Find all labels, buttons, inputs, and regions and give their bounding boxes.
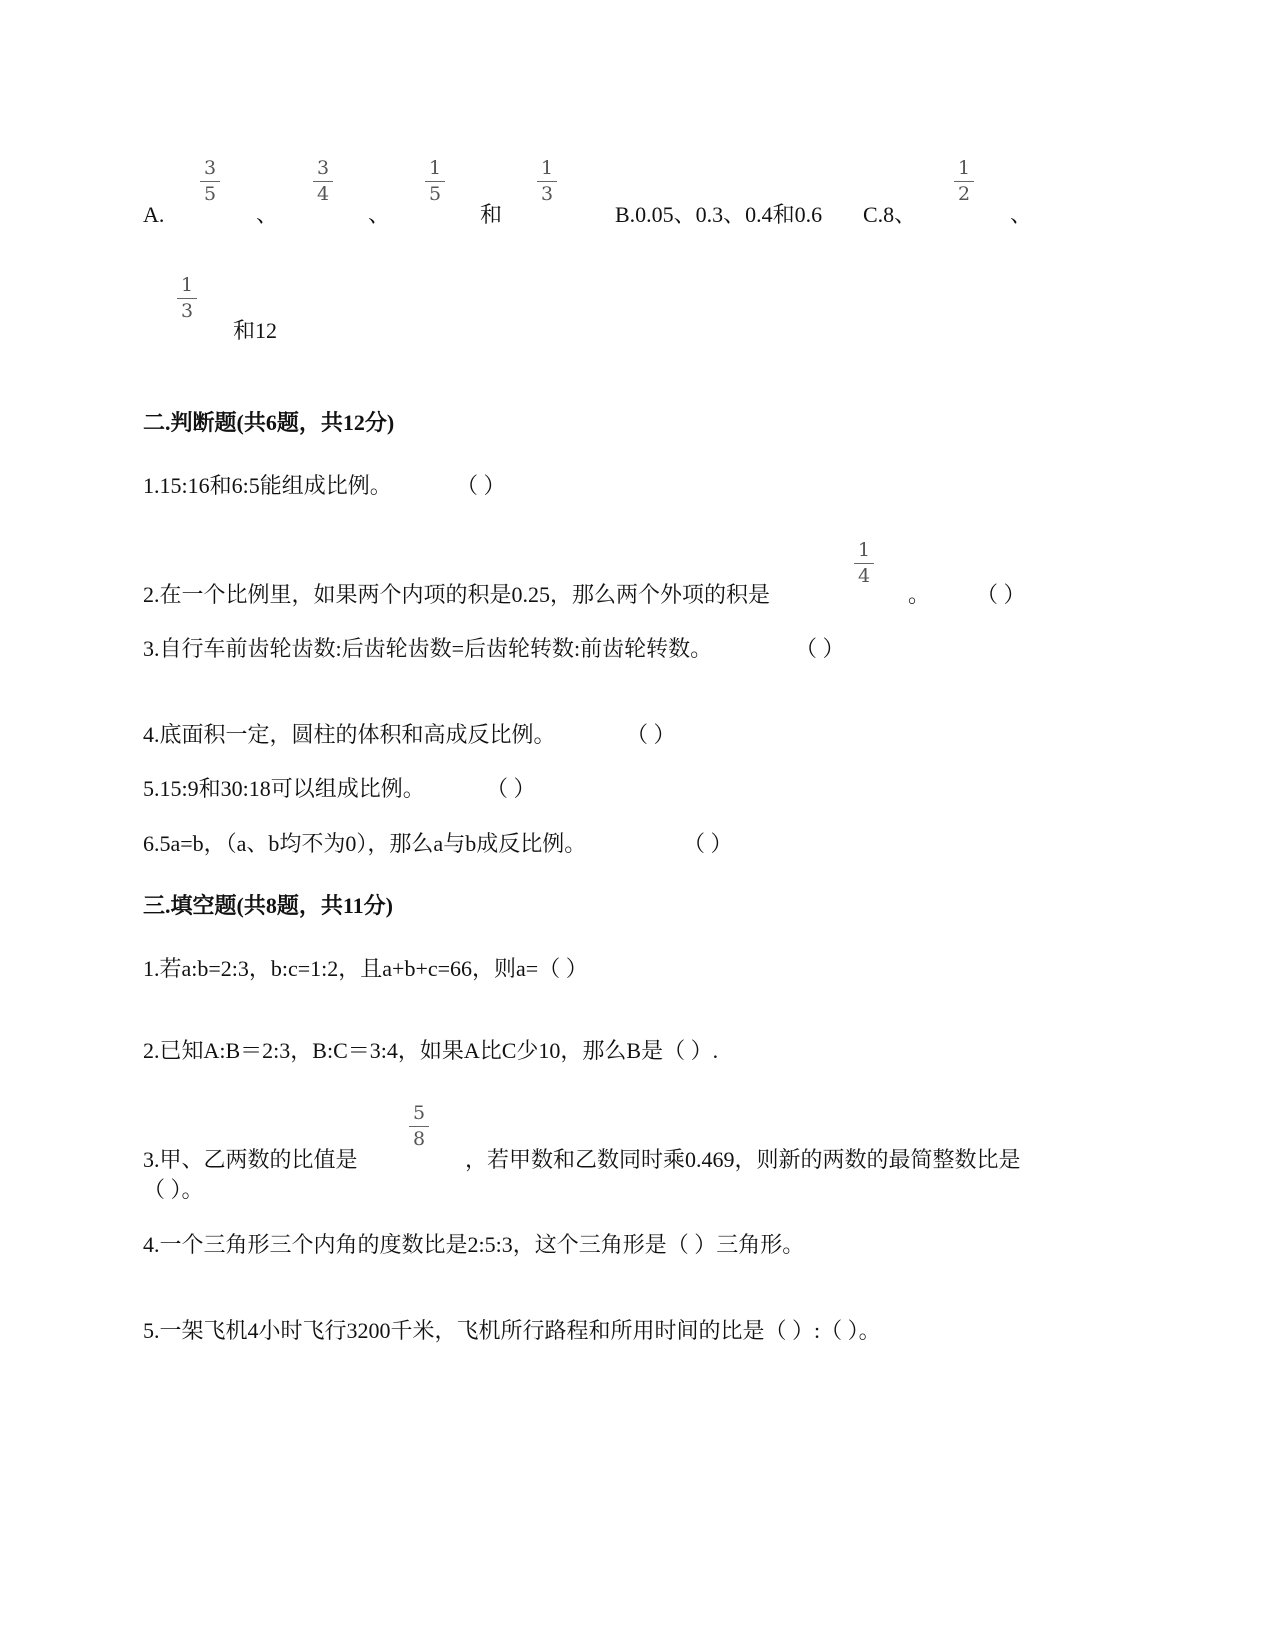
section-title: 三.填空题(共8题，共11分) [143, 893, 393, 918]
question-text: 1.15:16和6:5能组成比例。 [143, 473, 392, 498]
question-text: 2.在一个比例里，如果两个内项的积是0.25，那么两个外项的积是 [143, 582, 771, 607]
fraction: 3 5 [198, 158, 222, 205]
fraction: 1 5 [423, 158, 447, 205]
question-text: 4.一个三角形三个内角的度数比是2:5:3，这个三角形是（ ）三角形。 [143, 1232, 805, 1257]
section-title: 二.判断题(共6题，共12分) [143, 410, 395, 435]
question-text: 5.15:9和30:18可以组成比例。 [143, 776, 425, 801]
fraction: 1 4 [852, 540, 876, 587]
answer-paren: （ ） [976, 582, 1026, 607]
answer-paren: （ ） [795, 636, 845, 661]
choice-c-label: C.8、 [863, 202, 917, 227]
question-text: 3.甲、乙两数的比值是 [143, 1147, 358, 1172]
separator: 、 [1010, 202, 1033, 227]
question-text: 2.已知A:B＝2:3，B:C＝3:4，如果A比C少10，那么B是（ ）. [143, 1038, 719, 1063]
fraction: 1 3 [175, 275, 199, 322]
separator: 、 [256, 202, 279, 227]
answer-paren: （ ） [486, 776, 536, 801]
question-text: 5.一架飞机4小时飞行3200千米，飞机所行路程和所用时间的比是（ ）:（ ）。 [143, 1318, 881, 1343]
fraction: 5 8 [407, 1103, 431, 1150]
choice-b: B.0.05、0.3、0.4和0.6 [615, 202, 823, 227]
question-text: 4.底面积一定，圆柱的体积和高成反比例。 [143, 722, 556, 747]
separator: 、 [368, 202, 391, 227]
answer-paren: （ ） [683, 831, 733, 856]
answer-paren: （ ） [626, 722, 676, 747]
question-tail: ，若甲数和乙数同时乘0.469，则新的两数的最简整数比是 [465, 1147, 1021, 1172]
fraction: 1 3 [535, 158, 559, 205]
answer-paren: （ ）。 [143, 1177, 204, 1202]
fraction: 1 2 [952, 158, 976, 205]
fraction: 3 4 [311, 158, 335, 205]
question-tail: 。 [908, 582, 931, 607]
answer-paren: （ ） [456, 473, 506, 498]
question-text: 3.自行车前齿轮齿数:后齿轮齿数=后齿轮转数:前齿轮转数。 [143, 636, 713, 661]
question-text: 1.若a:b=2:3，b:c=1:2，且a+b+c=66，则a=（ ） [143, 956, 588, 981]
choice-a-label: A. [143, 202, 165, 227]
question-text: 6.5a=b，（a、b均不为0），那么a与b成反比例。 [143, 831, 587, 856]
choice-c-tail: 和12 [233, 318, 278, 343]
conjunction: 和 [480, 202, 503, 227]
